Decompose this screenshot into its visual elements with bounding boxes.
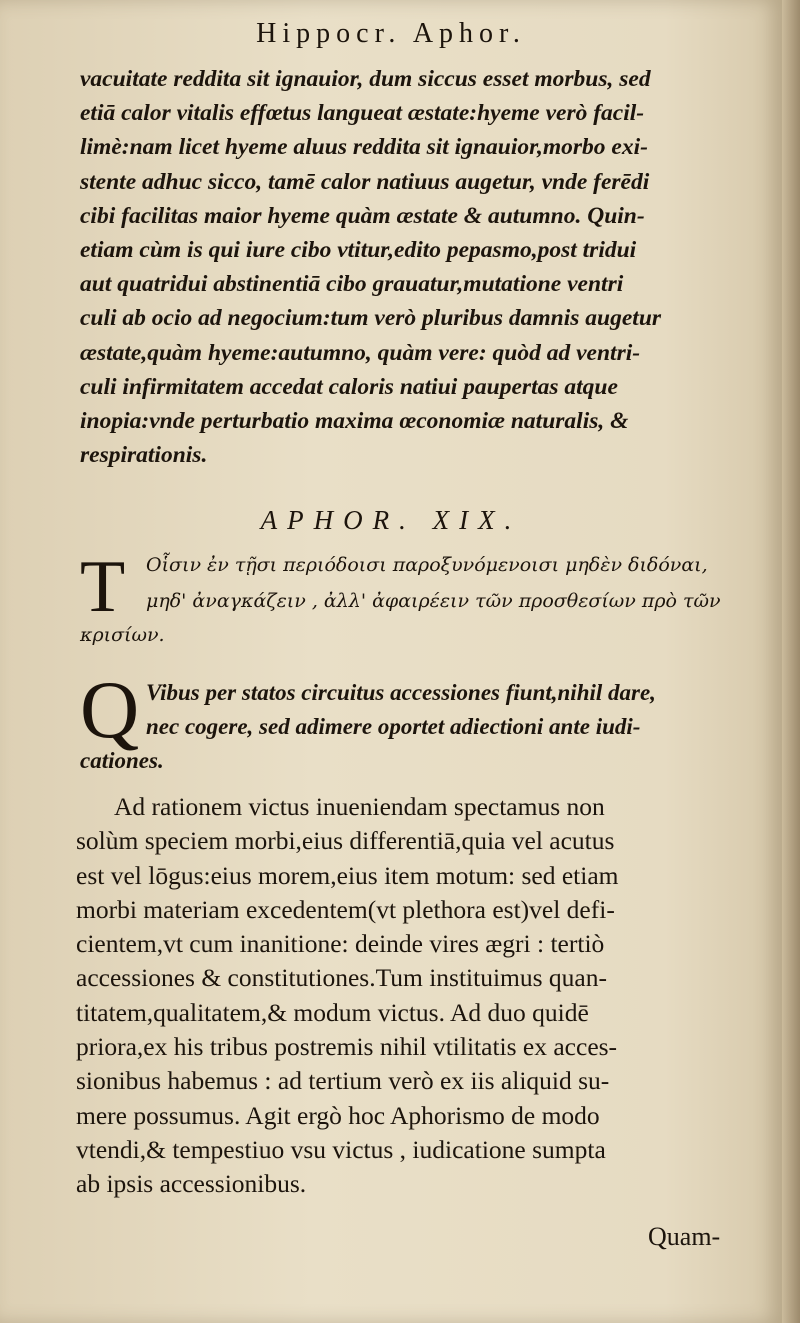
text-line: æstate,quàm hyeme:autumno, quàm vere: quòd ad ventri-: [80, 339, 641, 366]
drop-cap: Q: [80, 664, 140, 755]
text-line: est vel lōgus:eius morem,eius item motum: sed etiam: [76, 860, 619, 890]
latin-aphorism: [80, 664, 770, 782]
text-line: accessiones & constitutiones.Tum instituimus quan-: [76, 963, 607, 993]
latin-line: Vibus per statos circuitus accessiones fiunt,nihil dare,: [146, 680, 656, 705]
text-line: sionibus habemus : ad tertium verò ex iis aliquid su-: [76, 1066, 610, 1096]
running-head: Hippocr. Aphor.: [256, 18, 526, 49]
page-edge: [782, 0, 800, 1323]
text-line: culi ab ocio ad negocium:tum verò pluribus damnis augetur: [80, 305, 662, 332]
text-line: mere possumus. Agit ergò hoc Aphorismo de modo: [76, 1100, 600, 1130]
text-line: limè:nam licet hyeme aluus reddita sit ignauior,morbo exi-: [80, 134, 648, 161]
text-line: inopia:vnde perturbatio maxima œconomiæ naturalis, &: [80, 408, 629, 435]
text-line: etiam cùm is qui iure cibo vtitur,edito pepasmo,post tridui: [80, 237, 637, 264]
text-line: culi infirmitatem accedat caloris natiui paupertas atque: [80, 373, 618, 400]
text-line: ab ipsis accessionibus.: [76, 1169, 307, 1199]
text-line: stente adhuc sicco, tamē calor natiuus augetur, vnde ferēdi: [80, 168, 650, 195]
greek-line: Οἷσιν ἐν τῇσι περιόδοισι παροξυνόμενοισι μηδὲν διδόναι,: [146, 554, 708, 576]
text-line: solùm speciem morbi,eius differentiā,quia vel acutus: [76, 826, 615, 856]
text-line: etiā calor vitalis effœtus langueat æstate:hyeme verò facil-: [80, 100, 645, 127]
latin-line: cationes.: [80, 748, 164, 773]
text-line: priora,ex his tribus postremis nihil vtilitatis ex acces-: [76, 1032, 618, 1062]
catchword: Quam-: [648, 1222, 721, 1251]
greek-aphorism: [80, 546, 770, 652]
text-line: cibi facilitas maior hyeme quàm æstate & autumno. Quin-: [80, 202, 645, 229]
greek-line: κρισίων.: [80, 624, 165, 646]
text-line: cientem,vt cum inanitione: deinde vires ægri : tertiò: [76, 929, 605, 959]
preceding-commentary: [80, 62, 770, 472]
latin-line: nec cogere, sed adimere oportet adiectioni ante iudi-: [146, 714, 641, 739]
text-line: titatem,qualitatem,& modum victus. Ad duo quidē: [76, 997, 589, 1027]
text-line: morbi materiam excedentem(vt plethora est)vel defi-: [76, 894, 615, 924]
text-line: vacuitate reddita sit ignauior, dum siccus esset morbus, sed: [80, 66, 651, 92]
aphorism-heading: APHOR. XIX.: [260, 505, 522, 535]
greek-line: μηδ' ἀναγκάζειν , ἀλλ' ἀφαιρέειν τῶν προσθεσίων πρὸ τῶν: [146, 590, 721, 612]
text-line: vtendi,& tempestiuo vsu victus , iudicatione sumpta: [76, 1134, 606, 1164]
text-line: aut quatridui abstinentiā cibo grauatur,mutatione ventri: [80, 271, 624, 298]
text-line: respirationis.: [80, 442, 208, 469]
text-line: Ad rationem victus inueniendam spectamus non: [114, 792, 605, 821]
commentary-text: [76, 790, 766, 1202]
drop-cap: T: [80, 546, 126, 628]
